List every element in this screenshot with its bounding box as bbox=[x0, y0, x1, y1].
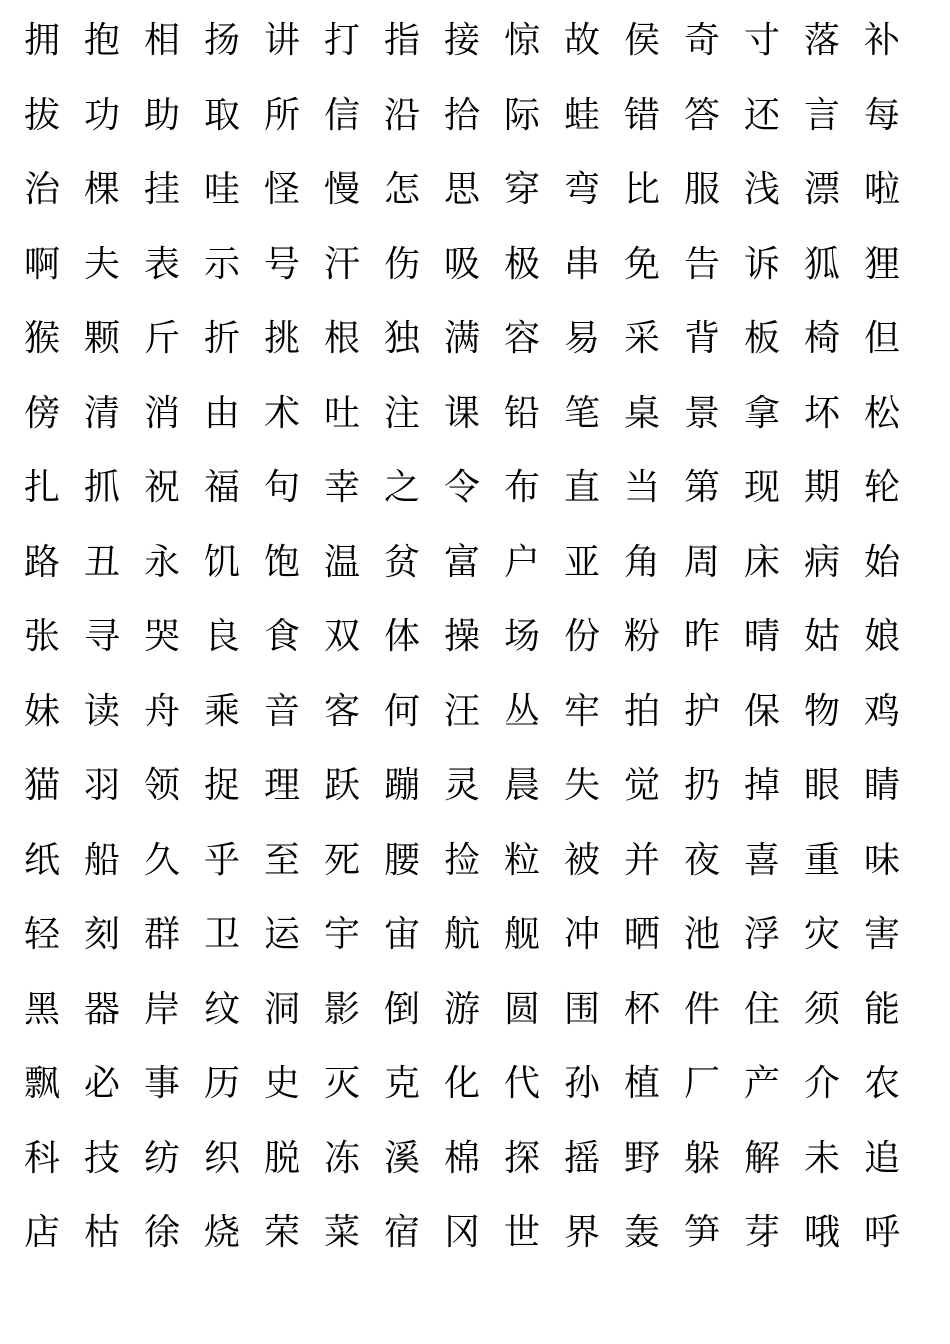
character-cell: 刻 bbox=[83, 914, 120, 956]
character-cell: 之 bbox=[383, 467, 420, 509]
character-cell: 器 bbox=[83, 988, 120, 1030]
character-cell: 漂 bbox=[803, 169, 840, 211]
character-cell: 脱 bbox=[263, 1137, 300, 1179]
character-grid bbox=[12, 4, 912, 1271]
character-cell: 昨 bbox=[683, 616, 720, 658]
character-cell: 注 bbox=[383, 392, 420, 434]
character-cell: 技 bbox=[83, 1137, 120, 1179]
character-cell: 洞 bbox=[263, 988, 300, 1030]
character-cell: 摇 bbox=[563, 1137, 600, 1179]
character-cell: 吐 bbox=[323, 392, 360, 434]
character-row bbox=[12, 749, 912, 824]
character-row bbox=[12, 451, 912, 526]
character-cell: 死 bbox=[323, 839, 360, 881]
character-cell: 丛 bbox=[503, 690, 540, 732]
character-cell: 哇 bbox=[203, 169, 240, 211]
character-cell: 件 bbox=[683, 988, 720, 1030]
character-cell: 令 bbox=[443, 467, 480, 509]
character-cell: 示 bbox=[203, 243, 240, 285]
character-cell: 始 bbox=[863, 541, 900, 583]
character-cell: 松 bbox=[863, 392, 900, 434]
character-cell: 现 bbox=[743, 467, 780, 509]
character-cell: 棵 bbox=[83, 169, 120, 211]
character-cell: 际 bbox=[503, 94, 540, 136]
character-cell: 灾 bbox=[803, 914, 840, 956]
character-cell: 芽 bbox=[743, 1212, 780, 1254]
character-cell: 徐 bbox=[143, 1212, 180, 1254]
character-cell: 采 bbox=[623, 318, 660, 360]
character-cell: 追 bbox=[863, 1137, 900, 1179]
character-cell: 取 bbox=[203, 94, 240, 136]
character-cell: 音 bbox=[263, 690, 300, 732]
character-cell: 诉 bbox=[743, 243, 780, 285]
character-row bbox=[12, 526, 912, 601]
character-row bbox=[12, 377, 912, 452]
character-cell: 浅 bbox=[743, 169, 780, 211]
character-cell: 织 bbox=[203, 1137, 240, 1179]
character-cell: 溪 bbox=[383, 1137, 420, 1179]
character-row bbox=[12, 153, 912, 228]
character-cell: 颗 bbox=[83, 318, 120, 360]
character-cell: 宇 bbox=[323, 914, 360, 956]
character-cell: 哦 bbox=[803, 1212, 840, 1254]
character-cell: 伤 bbox=[383, 243, 420, 285]
character-cell: 傍 bbox=[23, 392, 60, 434]
character-cell: 良 bbox=[203, 616, 240, 658]
character-cell: 棉 bbox=[443, 1137, 480, 1179]
character-cell: 福 bbox=[203, 467, 240, 509]
character-cell: 角 bbox=[623, 541, 660, 583]
character-cell: 失 bbox=[563, 765, 600, 807]
character-cell: 张 bbox=[23, 616, 60, 658]
character-cell: 跃 bbox=[323, 765, 360, 807]
character-cell: 言 bbox=[803, 94, 840, 136]
character-cell: 易 bbox=[563, 318, 600, 360]
character-cell: 理 bbox=[263, 765, 300, 807]
character-cell: 怪 bbox=[263, 169, 300, 211]
character-cell: 每 bbox=[863, 94, 900, 136]
character-cell: 蛙 bbox=[563, 94, 600, 136]
character-cell: 至 bbox=[263, 839, 300, 881]
character-cell: 领 bbox=[143, 765, 180, 807]
character-cell: 句 bbox=[263, 467, 300, 509]
character-cell: 须 bbox=[803, 988, 840, 1030]
character-cell: 指 bbox=[383, 20, 420, 62]
character-cell: 眼 bbox=[803, 765, 840, 807]
character-cell: 信 bbox=[323, 94, 360, 136]
character-row bbox=[12, 4, 912, 79]
character-row bbox=[12, 228, 912, 303]
character-cell: 汪 bbox=[443, 690, 480, 732]
character-cell: 答 bbox=[683, 94, 720, 136]
character-cell: 拾 bbox=[443, 94, 480, 136]
character-cell: 卫 bbox=[203, 914, 240, 956]
character-cell: 祝 bbox=[143, 467, 180, 509]
character-cell: 清 bbox=[83, 392, 120, 434]
character-cell: 喜 bbox=[743, 839, 780, 881]
character-cell: 运 bbox=[263, 914, 300, 956]
character-cell: 乘 bbox=[203, 690, 240, 732]
character-cell: 能 bbox=[863, 988, 900, 1030]
character-row bbox=[12, 302, 912, 377]
character-cell: 挑 bbox=[263, 318, 300, 360]
character-cell: 课 bbox=[443, 392, 480, 434]
character-cell: 倒 bbox=[383, 988, 420, 1030]
character-cell: 告 bbox=[683, 243, 720, 285]
character-cell: 猴 bbox=[23, 318, 60, 360]
character-cell: 未 bbox=[803, 1137, 840, 1179]
character-cell: 思 bbox=[443, 169, 480, 211]
character-cell: 独 bbox=[383, 318, 420, 360]
character-cell: 满 bbox=[443, 318, 480, 360]
character-cell: 景 bbox=[683, 392, 720, 434]
character-cell: 池 bbox=[683, 914, 720, 956]
character-cell: 躲 bbox=[683, 1137, 720, 1179]
character-cell: 护 bbox=[683, 690, 720, 732]
character-cell: 必 bbox=[83, 1063, 120, 1105]
character-cell: 挂 bbox=[143, 169, 180, 211]
character-cell: 轻 bbox=[23, 914, 60, 956]
character-cell: 丑 bbox=[83, 541, 120, 583]
character-cell: 拿 bbox=[743, 392, 780, 434]
character-cell: 黑 bbox=[23, 988, 60, 1030]
character-cell: 害 bbox=[863, 914, 900, 956]
character-cell: 物 bbox=[803, 690, 840, 732]
character-cell: 容 bbox=[503, 318, 540, 360]
character-cell: 户 bbox=[503, 541, 540, 583]
character-cell: 住 bbox=[743, 988, 780, 1030]
character-cell: 表 bbox=[143, 243, 180, 285]
character-cell: 哭 bbox=[143, 616, 180, 658]
character-cell: 消 bbox=[143, 392, 180, 434]
character-cell: 啦 bbox=[863, 169, 900, 211]
character-cell: 晨 bbox=[503, 765, 540, 807]
character-cell: 但 bbox=[863, 318, 900, 360]
character-row bbox=[12, 79, 912, 154]
character-cell: 期 bbox=[803, 467, 840, 509]
character-cell: 铅 bbox=[503, 392, 540, 434]
character-cell: 纺 bbox=[143, 1137, 180, 1179]
character-row bbox=[12, 898, 912, 973]
character-cell: 事 bbox=[143, 1063, 180, 1105]
character-cell: 科 bbox=[23, 1137, 60, 1179]
character-cell: 冻 bbox=[323, 1137, 360, 1179]
character-cell: 店 bbox=[23, 1212, 60, 1254]
character-cell: 故 bbox=[563, 20, 600, 62]
character-cell: 扎 bbox=[23, 467, 60, 509]
character-cell: 食 bbox=[263, 616, 300, 658]
character-cell: 狸 bbox=[863, 243, 900, 285]
character-cell: 笋 bbox=[683, 1212, 720, 1254]
character-cell: 讲 bbox=[263, 20, 300, 62]
character-cell: 妹 bbox=[23, 690, 60, 732]
character-cell: 当 bbox=[623, 467, 660, 509]
character-cell: 拥 bbox=[23, 20, 60, 62]
character-cell: 功 bbox=[83, 94, 120, 136]
character-cell: 椅 bbox=[803, 318, 840, 360]
character-cell: 笔 bbox=[563, 392, 600, 434]
character-cell: 纸 bbox=[23, 839, 60, 881]
character-cell: 奇 bbox=[683, 20, 720, 62]
character-cell: 串 bbox=[563, 243, 600, 285]
character-cell: 介 bbox=[803, 1063, 840, 1105]
character-cell: 惊 bbox=[503, 20, 540, 62]
character-cell: 富 bbox=[443, 541, 480, 583]
character-cell: 错 bbox=[623, 94, 660, 136]
character-cell: 宙 bbox=[383, 914, 420, 956]
character-cell: 扔 bbox=[683, 765, 720, 807]
character-cell: 腰 bbox=[383, 839, 420, 881]
character-cell: 舰 bbox=[503, 914, 540, 956]
character-cell: 板 bbox=[743, 318, 780, 360]
character-cell: 保 bbox=[743, 690, 780, 732]
character-cell: 路 bbox=[23, 541, 60, 583]
character-cell: 掉 bbox=[743, 765, 780, 807]
character-cell: 布 bbox=[503, 467, 540, 509]
character-cell: 汗 bbox=[323, 243, 360, 285]
character-cell: 纹 bbox=[203, 988, 240, 1030]
character-cell: 体 bbox=[383, 616, 420, 658]
character-cell: 菜 bbox=[323, 1212, 360, 1254]
character-cell: 娘 bbox=[863, 616, 900, 658]
character-cell: 接 bbox=[443, 20, 480, 62]
character-cell: 厂 bbox=[683, 1063, 720, 1105]
character-cell: 客 bbox=[323, 690, 360, 732]
character-cell: 游 bbox=[443, 988, 480, 1030]
character-cell: 沿 bbox=[383, 94, 420, 136]
character-cell: 弯 bbox=[563, 169, 600, 211]
character-cell: 轮 bbox=[863, 467, 900, 509]
character-cell: 床 bbox=[743, 541, 780, 583]
character-cell: 牢 bbox=[563, 690, 600, 732]
character-cell: 怎 bbox=[383, 169, 420, 211]
character-row bbox=[12, 824, 912, 899]
character-cell: 影 bbox=[323, 988, 360, 1030]
character-cell: 背 bbox=[683, 318, 720, 360]
character-cell: 粒 bbox=[503, 839, 540, 881]
character-cell: 抓 bbox=[83, 467, 120, 509]
character-cell: 姑 bbox=[803, 616, 840, 658]
character-cell: 克 bbox=[383, 1063, 420, 1105]
character-row bbox=[12, 600, 912, 675]
character-cell: 灭 bbox=[323, 1063, 360, 1105]
character-cell: 落 bbox=[803, 20, 840, 62]
character-cell: 睛 bbox=[863, 765, 900, 807]
character-cell: 贫 bbox=[383, 541, 420, 583]
character-cell: 乎 bbox=[203, 839, 240, 881]
character-cell: 植 bbox=[623, 1063, 660, 1105]
character-cell: 场 bbox=[503, 616, 540, 658]
character-cell: 第 bbox=[683, 467, 720, 509]
character-cell: 直 bbox=[563, 467, 600, 509]
character-cell: 解 bbox=[743, 1137, 780, 1179]
character-cell: 岸 bbox=[143, 988, 180, 1030]
character-cell: 历 bbox=[203, 1063, 240, 1105]
character-cell: 野 bbox=[623, 1137, 660, 1179]
character-cell: 宿 bbox=[383, 1212, 420, 1254]
character-cell: 冲 bbox=[563, 914, 600, 956]
character-cell: 术 bbox=[263, 392, 300, 434]
character-cell: 久 bbox=[143, 839, 180, 881]
character-cell: 幸 bbox=[323, 467, 360, 509]
character-cell: 读 bbox=[83, 690, 120, 732]
character-cell: 代 bbox=[503, 1063, 540, 1105]
character-row bbox=[12, 1196, 912, 1271]
character-cell: 吸 bbox=[443, 243, 480, 285]
character-cell: 重 bbox=[803, 839, 840, 881]
character-cell: 周 bbox=[683, 541, 720, 583]
character-cell: 病 bbox=[803, 541, 840, 583]
character-cell: 治 bbox=[23, 169, 60, 211]
character-cell: 侯 bbox=[623, 20, 660, 62]
character-cell: 拔 bbox=[23, 94, 60, 136]
character-cell: 呼 bbox=[863, 1212, 900, 1254]
character-cell: 烧 bbox=[203, 1212, 240, 1254]
character-cell: 桌 bbox=[623, 392, 660, 434]
character-cell: 饥 bbox=[203, 541, 240, 583]
character-cell: 夜 bbox=[683, 839, 720, 881]
character-cell: 轰 bbox=[623, 1212, 660, 1254]
character-cell: 亚 bbox=[563, 541, 600, 583]
character-cell: 何 bbox=[383, 690, 420, 732]
character-cell: 夫 bbox=[83, 243, 120, 285]
character-cell: 抱 bbox=[83, 20, 120, 62]
character-cell: 农 bbox=[863, 1063, 900, 1105]
character-cell: 舟 bbox=[143, 690, 180, 732]
character-cell: 被 bbox=[563, 839, 600, 881]
character-cell: 浮 bbox=[743, 914, 780, 956]
character-cell: 比 bbox=[623, 169, 660, 211]
character-cell: 晴 bbox=[743, 616, 780, 658]
character-cell: 份 bbox=[563, 616, 600, 658]
character-cell: 折 bbox=[203, 318, 240, 360]
character-cell: 拍 bbox=[623, 690, 660, 732]
character-cell: 鸡 bbox=[863, 690, 900, 732]
character-cell: 扬 bbox=[203, 20, 240, 62]
character-cell: 猫 bbox=[23, 765, 60, 807]
character-cell: 世 bbox=[503, 1212, 540, 1254]
character-cell: 根 bbox=[323, 318, 360, 360]
character-cell: 还 bbox=[743, 94, 780, 136]
character-cell: 杯 bbox=[623, 988, 660, 1030]
character-cell: 穿 bbox=[503, 169, 540, 211]
character-cell: 慢 bbox=[323, 169, 360, 211]
character-cell: 极 bbox=[503, 243, 540, 285]
character-cell: 产 bbox=[743, 1063, 780, 1105]
character-row bbox=[12, 973, 912, 1048]
character-cell: 枯 bbox=[83, 1212, 120, 1254]
character-cell: 味 bbox=[863, 839, 900, 881]
character-cell: 服 bbox=[683, 169, 720, 211]
character-row bbox=[12, 1047, 912, 1122]
character-cell: 寸 bbox=[743, 20, 780, 62]
character-cell: 助 bbox=[143, 94, 180, 136]
character-cell: 孙 bbox=[563, 1063, 600, 1105]
character-cell: 粉 bbox=[623, 616, 660, 658]
character-cell: 蹦 bbox=[383, 765, 420, 807]
character-cell: 打 bbox=[323, 20, 360, 62]
character-cell: 化 bbox=[443, 1063, 480, 1105]
character-cell: 补 bbox=[863, 20, 900, 62]
character-cell: 晒 bbox=[623, 914, 660, 956]
character-cell: 觉 bbox=[623, 765, 660, 807]
character-cell: 探 bbox=[503, 1137, 540, 1179]
character-cell: 免 bbox=[623, 243, 660, 285]
character-cell: 啊 bbox=[23, 243, 60, 285]
character-cell: 操 bbox=[443, 616, 480, 658]
character-cell: 饱 bbox=[263, 541, 300, 583]
character-cell: 相 bbox=[143, 20, 180, 62]
character-row bbox=[12, 1122, 912, 1197]
character-cell: 圆 bbox=[503, 988, 540, 1030]
character-cell: 由 bbox=[203, 392, 240, 434]
character-row bbox=[12, 675, 912, 750]
character-cell: 双 bbox=[323, 616, 360, 658]
character-cell: 船 bbox=[83, 839, 120, 881]
character-cell: 群 bbox=[143, 914, 180, 956]
character-cell: 羽 bbox=[83, 765, 120, 807]
character-cell: 斤 bbox=[143, 318, 180, 360]
character-cell: 温 bbox=[323, 541, 360, 583]
character-cell: 坏 bbox=[803, 392, 840, 434]
character-cell: 狐 bbox=[803, 243, 840, 285]
character-cell: 捡 bbox=[443, 839, 480, 881]
character-cell: 围 bbox=[563, 988, 600, 1030]
character-cell: 荣 bbox=[263, 1212, 300, 1254]
character-cell: 并 bbox=[623, 839, 660, 881]
character-cell: 寻 bbox=[83, 616, 120, 658]
character-cell: 界 bbox=[563, 1212, 600, 1254]
character-cell: 飘 bbox=[23, 1063, 60, 1105]
character-cell: 灵 bbox=[443, 765, 480, 807]
character-cell: 捉 bbox=[203, 765, 240, 807]
character-cell: 航 bbox=[443, 914, 480, 956]
character-cell: 所 bbox=[263, 94, 300, 136]
character-cell: 号 bbox=[263, 243, 300, 285]
character-cell: 永 bbox=[143, 541, 180, 583]
character-cell: 冈 bbox=[443, 1212, 480, 1254]
character-cell: 史 bbox=[263, 1063, 300, 1105]
